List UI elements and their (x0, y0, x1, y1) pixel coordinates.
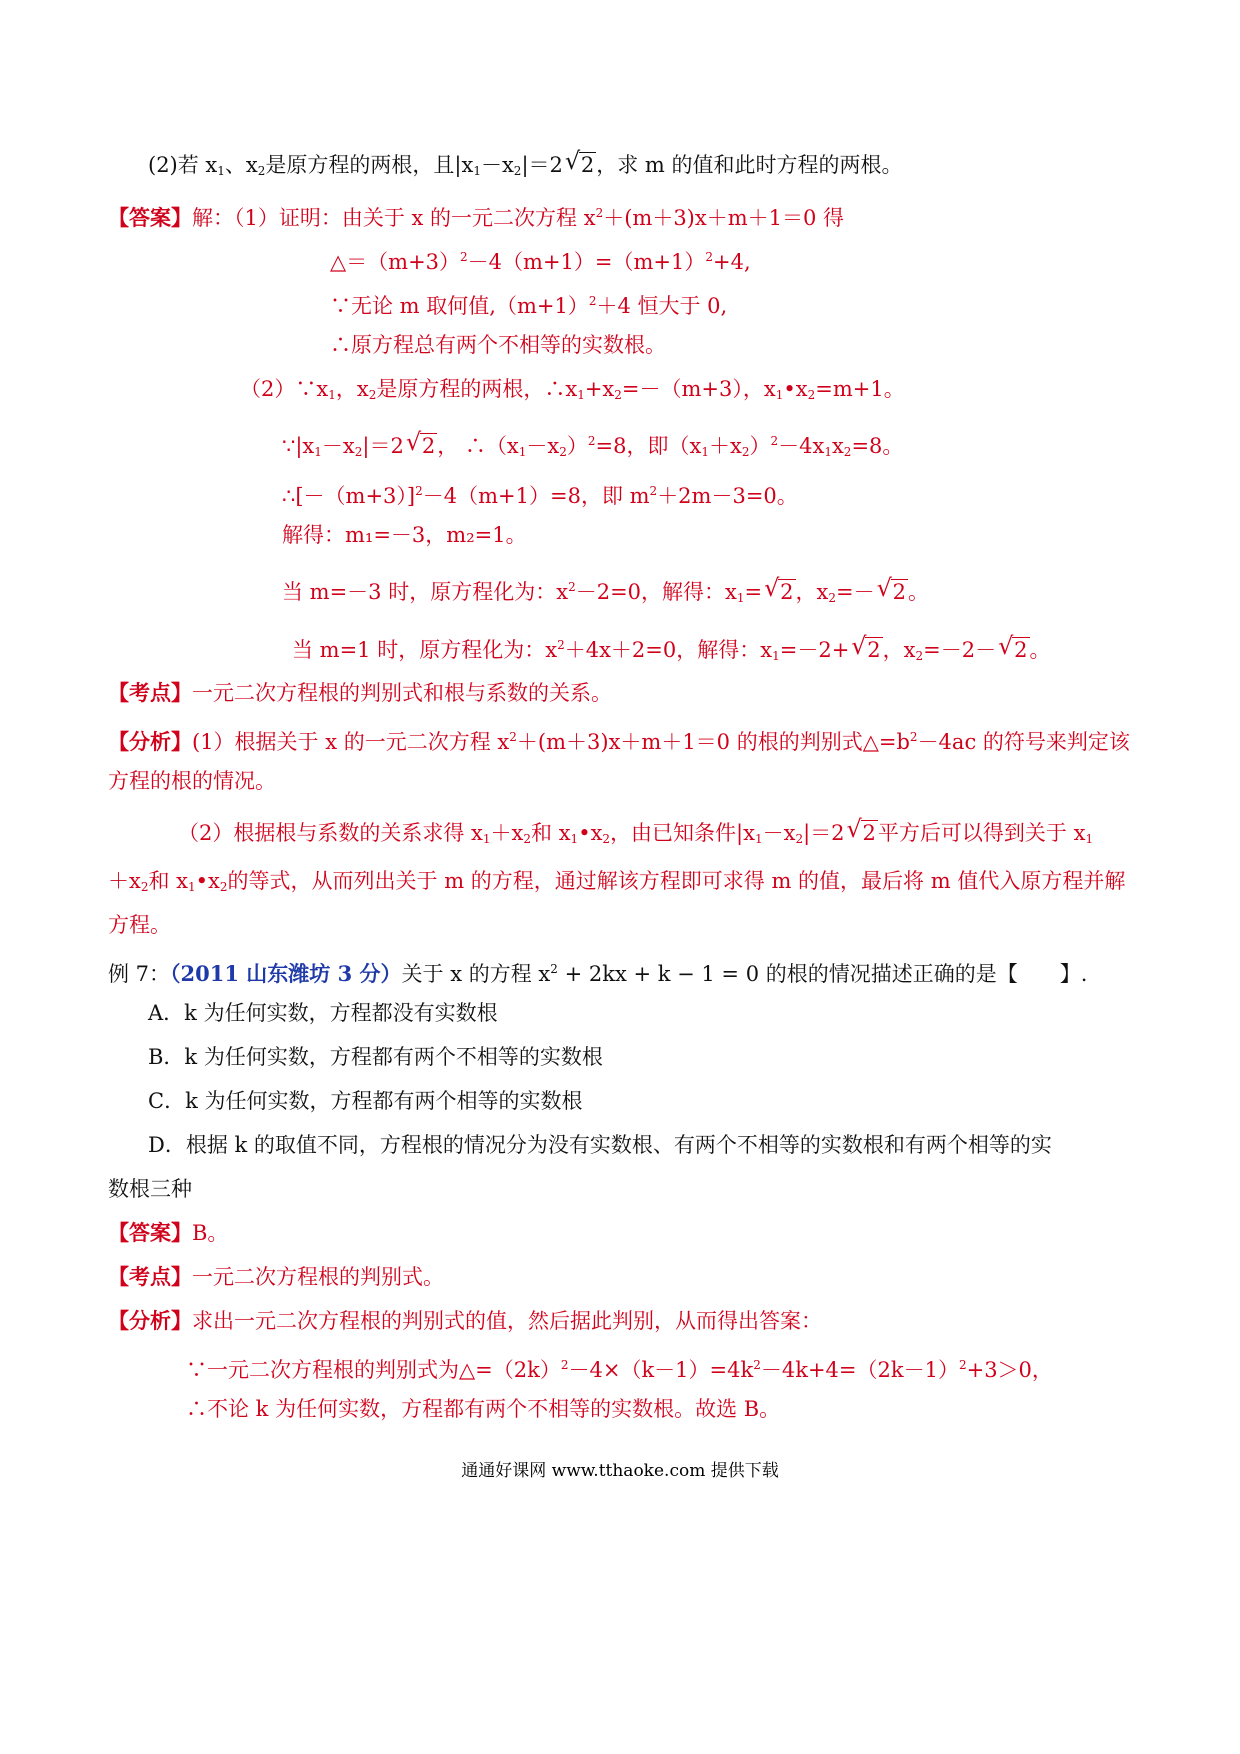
sqrt-symbol: √ 2 (764, 577, 795, 607)
answer2-line-4: 解得：m₁=－3，m₂=1。 (282, 523, 527, 547)
option-c: C．k 为任何实数，方程都有两个相等的实数根 (148, 1089, 583, 1113)
sqrt-symbol: √ 2 (847, 818, 878, 848)
proof-line-1: ∵无论 m 取何值$,(m+1)^2+4$ 恒大于 0, (330, 294, 728, 318)
kaodian-1: 【考点】一元二次方程根的判别式和根与系数的关系。 (108, 680, 612, 705)
sqrt-symbol: √ 2 (565, 150, 596, 180)
example-7-kaodian: 【考点】一元二次方程根的判别式。 (108, 1264, 444, 1289)
answer2-line-5: 当 m=－3 时，原方程化为：$x^2-2=0$，解得：$x_1=√$ 2，$x_2=-√$ 2。 (282, 572, 929, 613)
sqrt-symbol: √ 2 (877, 577, 908, 607)
example-7-question: 例 7：（2011 山东潍坊 3 分）关于 x 的方程 $x^2 + 2kx + k - 1 = 0$ 的根的情况描述正确的是【 】. (108, 961, 1088, 986)
page-footer: 通通好课网 www.tthaoke.com 提供下载 (461, 1461, 779, 1481)
answer-line-1: 【答案】解：（1）证明：由关于 x 的一元二次方程 $x^2+(m+3)x+m+1=0$ 得 (108, 205, 845, 230)
example-7-answer: 【答案】B。 (108, 1220, 229, 1245)
sqrt-symbol: √ 2 (406, 431, 437, 461)
answer2-line-1: $(2)\because x_1$，$x_2$是原方程的两根，$\therefore x_1+x_2=-(m+3)$，$x_1•x_2=m+1$。 (240, 377, 905, 402)
answer2-line-6: 当 m=1 时，原方程化为：$x^2+4x+2=0$，解得：$x_1=-2+√$ 2，$x_2=-2-√$ 2。 (292, 630, 1051, 671)
fenxi-2-line-2: $+x_2$和 $x_1•x_2$的等式，从而列出关于 m 的方程，通过解该方程即可求得 m 的值，最后将 m 值代入原方程并解 (108, 869, 1126, 894)
fenxi-2-line-3: 方程。 (108, 913, 171, 937)
proof-line-2: ∴原方程总有两个不相等的实数根。 (330, 333, 666, 357)
example-7-fenxi-3: ∴不论 k 为任何实数，方程都有两个不相等的实数根。故选 B。 (186, 1397, 781, 1421)
sqrt-symbol: √ 2 (998, 635, 1029, 665)
option-b: B．k 为任何实数，方程都有两个不相等的实数根 (148, 1045, 603, 1069)
discriminant-line: $\triangle=(m+3)^2-4(m+1)=(m+1)^2+4$, (330, 250, 751, 274)
sqrt-symbol: √ 2 (851, 635, 882, 665)
question-part-2: (2)若 $x_1$、$x_2$是原方程的两根，且$|x_1-x_2|=2√$ 2，求 m 的值和此时方程的两根。 (148, 150, 903, 186)
option-d-line-2: 数根三种 (108, 1177, 192, 1201)
example-7-fenxi-1: 【分析】求出一元二次方程根的判别式的值，然后据此判别，从而得出答案： (108, 1308, 822, 1333)
example-7-fenxi-2: ∵一元二次方程根的判别式为$\triangle=(2k)^2-4\times(k-1)=4k^2-4k+4=(2k-1)^2+3>0$， (186, 1358, 1053, 1382)
fenxi-1-line-2: 方程的根的情况。 (108, 769, 276, 793)
fenxi-1-line-1: 【分析】(1）根据关于 x 的一元二次方程 $x^2+(m+3)x+m+1=0$ 的根的判别式$\triangle=b^2-4ac$ 的符号来判定该 (108, 729, 1130, 754)
fenxi-2-line-1: （2）根据根与系数的关系求得 $x_1+x_2$和 $x_1•x_2$，由已知条件$|x_1-x_2|=2√$ 2平方后可以得到关于 $x_1$ (178, 818, 1093, 854)
answer2-line-2: $\because|x_1-x_2|=2√$ 2， $\therefore(x_1-x_2)^2=8$，即$(x_1+x_2)^2-4x_1x_2=8$。 (282, 426, 903, 467)
answer2-line-3: $\therefore[-(m+3)]^2-4(m+1)=8$，即 $m^2+2m-3=0$。 (282, 484, 798, 508)
option-a: A．k 为任何实数，方程都没有实数根 (148, 1001, 498, 1025)
option-d-line-1: D．根据 k 的取值不同，方程根的情况分为没有实数根、有两个不相等的实数根和有两个相等的实 (148, 1133, 1052, 1157)
